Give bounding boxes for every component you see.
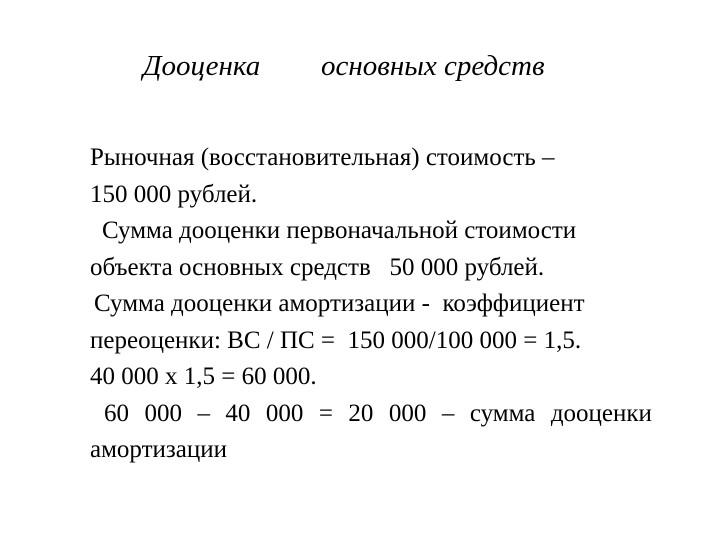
text-line-revaluation-amount: объекта основных средств 50 000 рублей. (90, 253, 545, 281)
text-line-revaluation-coefficient: переоценки: ВС / ПС = 150 000/100 000 = 1,5. (90, 326, 582, 354)
slide-title (0, 44, 720, 88)
text-line-difference (104, 396, 652, 432)
justified-word: = (318, 399, 333, 427)
text-line-depreciation-revaluation: Сумма дооценки амортизации - коэффициент (94, 290, 585, 317)
text-line-depreciation-word: амортизации (90, 436, 227, 463)
justified-word: 000 (388, 399, 427, 427)
title-word-revaluation: Дооценка (143, 50, 261, 82)
justified-word: 60 (104, 399, 129, 427)
text-line-market-value-amount: 150 000 рублей. (90, 180, 258, 208)
text-line-initial-cost-revaluation: Сумма дооценки первоначальной стоимости (102, 217, 577, 244)
justified-word: 40 (225, 399, 251, 427)
justified-word: – (197, 399, 210, 427)
justified-word: 20 (348, 399, 374, 427)
text-line-market-value: Рыночная (восстановительная) стоимость – (90, 144, 555, 171)
justified-word: дооценки (550, 399, 652, 427)
justified-word: 000 (265, 399, 304, 427)
text-line-calculation: 40 000 х 1,5 = 60 000. (90, 363, 317, 390)
justified-word: – (441, 399, 455, 427)
justified-word: 000 (144, 399, 182, 427)
title-fixed-assets: основных средств (321, 50, 545, 82)
justified-word: сумма (469, 399, 536, 427)
